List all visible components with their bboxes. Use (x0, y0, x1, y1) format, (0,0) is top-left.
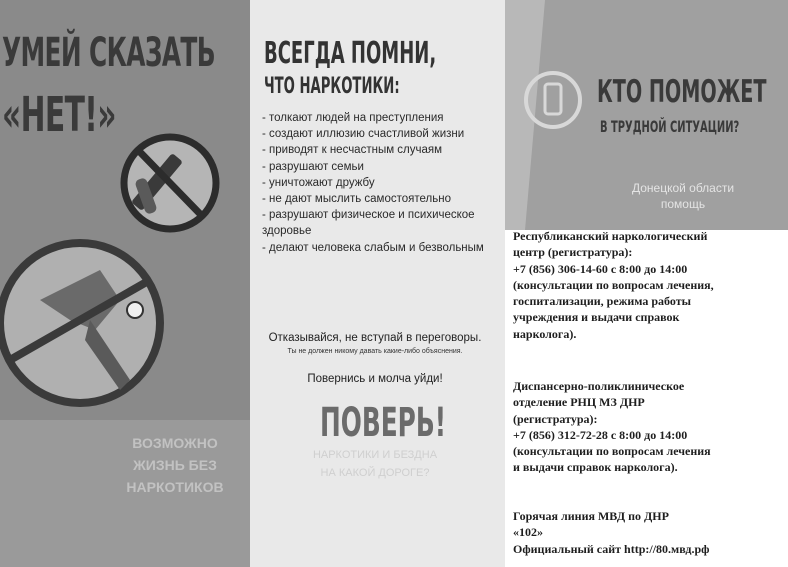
drug-effects-list (262, 110, 498, 256)
list-item: - приводят к несчастным случаям (262, 144, 443, 157)
turn-away-text: Повернись и молча уйди! (307, 373, 443, 385)
middle-heading-line-2: ЧТО НАРКОТИКИ: (264, 74, 400, 99)
left-faint-text: ВОЗМОЖНО ЖИЗНЬ БЕЗ НАРКОТИКОВ (126, 435, 224, 495)
middle-faint-text: НАРКОТИКИ И БЕЗДНА НА КАКОЙ ДОРОГЕ? (312, 449, 438, 479)
list-item: - делают человека слабым и безвольным (262, 241, 484, 254)
refuse-text: Отказывайся, не вступай в переговоры. (268, 332, 482, 344)
right-panel (505, 0, 788, 567)
list-item: - уничтожают дружбу (262, 176, 375, 189)
contact-dispensary: Диспансерно-поликлиническое отделение РНЦ МЗ ДНР (регистратура): +7 (856) 312-72-28 с 8:00 до 14:00 (консультации по вопросам лечения и выдачи справок нарколога). (513, 379, 711, 475)
right-heading-line-2: В ТРУДНОЙ СИТУАЦИИ? (600, 117, 740, 136)
list-item: - разрушают физическое и психическое здоровье (262, 209, 475, 238)
right-heading-line-1: КТО ПОМОЖЕТ (597, 74, 767, 110)
list-item: - толкают людей на преступления (262, 112, 444, 124)
list-item: - разрушают семьи (262, 160, 364, 173)
middle-heading-line-1: ВСЕГДА ПОМНИ, (264, 36, 437, 71)
slogan-line-2: «НЕТ!» (2, 87, 116, 143)
slogan-line-1: УМЕЙ СКАЗАТЬ (2, 30, 215, 76)
left-panel (0, 0, 250, 567)
help-logo-icon (523, 70, 583, 130)
contact-narcology-center: Республиканский наркологический центр (регистратура): +7 (856) 306-14-60 с 8:00 до 14:00 (консультации по вопросам лечения, госпитализации, режима работы учреждения и выдачи справок нарколога). (513, 229, 714, 341)
middle-panel (250, 0, 505, 567)
refuse-small-text: Ты не должен никому давать какие-либо объяснения. (287, 348, 463, 355)
no-drugs-icon (124, 137, 216, 229)
right-faint-text: Донецкой области помощь (631, 181, 735, 211)
running-figure-icon (0, 243, 160, 403)
list-item: - не дают мыслить самостоятельно (262, 193, 451, 206)
contact-hotline: Горячая линия МВД по ДНР «102» Официальный сайт http://80.мвд.рф (513, 509, 710, 556)
list-item: - создают иллюзию счастливой жизни (262, 128, 465, 141)
believe-heading: ПОВЕРЬ! (320, 400, 447, 446)
